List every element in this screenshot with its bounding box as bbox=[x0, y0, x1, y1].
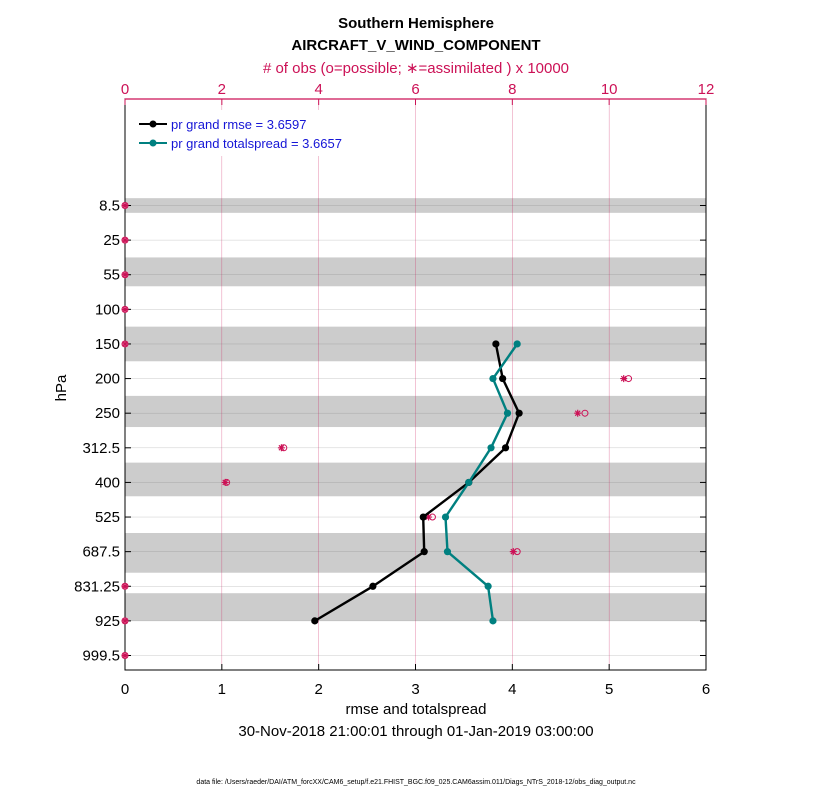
top-tick-label: 0 bbox=[120, 81, 130, 98]
y-tick-label: 250 bbox=[94, 405, 120, 423]
obs-assimilated-marker bbox=[122, 237, 129, 244]
x-axis-label: rmse and totalspread bbox=[345, 701, 487, 718]
y-axis-label: hPa bbox=[53, 374, 70, 402]
y-tick-label: 100 bbox=[94, 301, 120, 319]
legend-spread-label: pr grand totalspread = 3.6657 bbox=[171, 136, 342, 151]
rmse-point bbox=[369, 583, 376, 590]
spread-point bbox=[489, 617, 496, 624]
top-tick-label: 4 bbox=[314, 81, 323, 98]
y-tick-label: 25 bbox=[103, 232, 120, 250]
rmse-point bbox=[516, 410, 523, 417]
y-tick-label: 150 bbox=[94, 335, 120, 353]
top-axis-ticks bbox=[121, 81, 715, 105]
grid-lines bbox=[125, 99, 706, 670]
obs-assimilated-marker bbox=[122, 583, 129, 590]
top-tick-label: 12 bbox=[697, 81, 715, 98]
legend-rmse-marker bbox=[150, 121, 157, 128]
spread-point bbox=[487, 444, 494, 451]
x-tick-label: 6 bbox=[701, 681, 711, 698]
obs-assimilated-marker bbox=[278, 444, 285, 451]
rmse-point bbox=[421, 548, 428, 555]
y-tick-label: 831.25 bbox=[74, 578, 120, 596]
rmse-point bbox=[502, 444, 509, 451]
x-tick-label: 0 bbox=[120, 681, 130, 698]
y-tick-label: 925 bbox=[94, 612, 120, 630]
y-tick-label: 55 bbox=[103, 266, 120, 284]
y-tick-label: 8.5 bbox=[99, 197, 120, 215]
rmse-point bbox=[311, 617, 318, 624]
rmse-point bbox=[420, 513, 427, 520]
legend bbox=[129, 110, 369, 156]
spread-point bbox=[465, 479, 472, 486]
top-tick-label: 10 bbox=[600, 81, 618, 98]
y-tick-label: 200 bbox=[94, 370, 120, 388]
y-tick-label: 999.5 bbox=[82, 647, 120, 665]
date-range-label: 30-Nov-2018 21:00:01 through 01-Jan-2019 03:00:00 bbox=[238, 723, 594, 740]
x-tick-label: 4 bbox=[508, 681, 517, 698]
spread-point bbox=[514, 340, 521, 347]
spread-point bbox=[489, 375, 496, 382]
data-file-footer: data file: /Users/raeder/DAI/ATM_forcXX/CAM6_setup/f.e21.FHIST_BGC.f09_025.CAM6assim.011/Diags_NTrS_2018-12/obs_diag_output.nc bbox=[196, 779, 636, 786]
top-axis-label: # of obs (o=possible; ∗=assimilated ) x 10000 bbox=[262, 60, 570, 77]
spread-point bbox=[485, 583, 492, 590]
x-tick-label: 5 bbox=[604, 681, 614, 698]
x-tick-label: 2 bbox=[314, 681, 323, 698]
obs-assimilated-marker bbox=[122, 652, 129, 659]
spread-point bbox=[444, 548, 451, 555]
y-tick-label: 525 bbox=[94, 509, 120, 527]
top-tick-label: 2 bbox=[217, 81, 227, 98]
chart-subtitle: AIRCRAFT_V_WIND_COMPONENT bbox=[291, 37, 541, 54]
rmse-point bbox=[499, 375, 506, 382]
legend-spread-marker bbox=[150, 140, 157, 147]
y-tick-label: 687.5 bbox=[82, 543, 120, 561]
rmse-point bbox=[492, 340, 499, 347]
x-tick-label: 1 bbox=[217, 681, 227, 698]
legend-rmse-label: pr grand rmse = 3.6597 bbox=[171, 117, 307, 132]
y-tick-label: 400 bbox=[94, 474, 120, 492]
y-tick-label: 312.5 bbox=[82, 439, 120, 457]
x-axis-ticks bbox=[121, 664, 710, 698]
top-tick-label: 8 bbox=[508, 81, 517, 98]
top-tick-label: 6 bbox=[411, 81, 420, 98]
spread-point bbox=[504, 410, 511, 417]
x-tick-label: 3 bbox=[411, 681, 420, 698]
spread-point bbox=[442, 513, 449, 520]
chart-title: Southern Hemisphere bbox=[338, 15, 494, 32]
obs-assimilated-marker bbox=[122, 202, 129, 209]
